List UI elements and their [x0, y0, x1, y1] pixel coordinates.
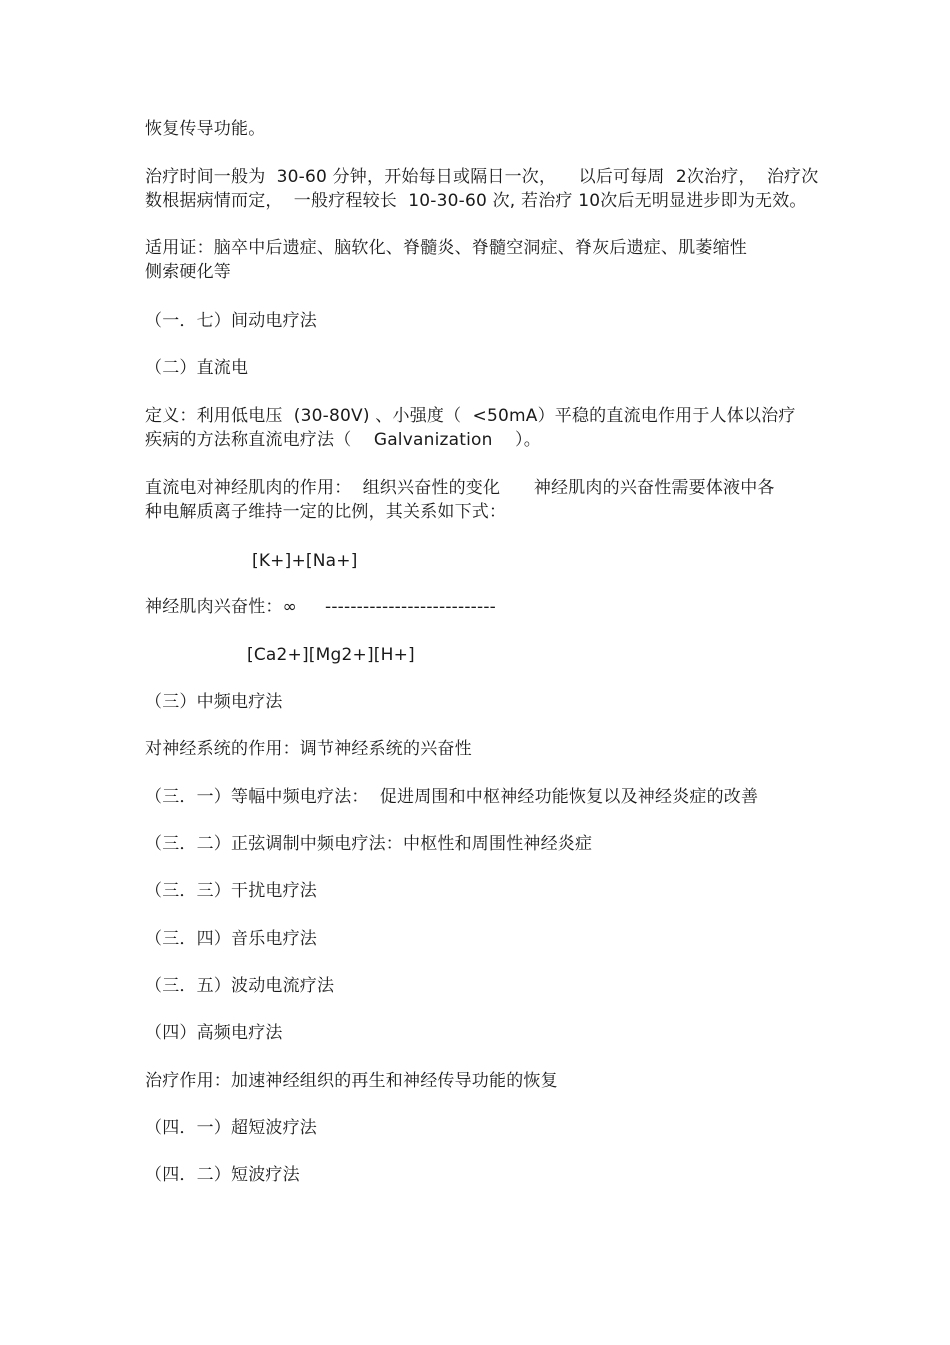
paragraph-line: 疾病的方法称直流电疗法（ Galvanization ）。	[145, 430, 541, 450]
section-heading: （四．一）超短波疗法	[145, 1118, 317, 1138]
formula-line: 神经肌肉兴奋性：∞ ---------------------------	[145, 597, 497, 617]
section-heading: （四）高频电疗法	[145, 1023, 283, 1043]
section-heading: （四．二）短波疗法	[145, 1165, 300, 1185]
paragraph-line: 对神经系统的作用：调节神经系统的兴奋性	[145, 739, 472, 759]
paragraph-line: 侧索硬化等	[145, 262, 231, 282]
formula-denominator: [Ca2+][Mg2+][H+]	[247, 645, 415, 665]
paragraph-line: 适用证：脑卒中后遗症、脑软化、脊髓炎、脊髓空洞症、脊灰后遗症、肌萎缩性	[145, 238, 747, 258]
section-heading: （三．五）波动电流疗法	[145, 976, 335, 996]
paragraph-line: 恢复传导功能。	[145, 119, 266, 139]
section-heading: （二）直流电	[145, 358, 249, 378]
formula-numerator: [K+]+[Na+]	[252, 551, 358, 571]
paragraph-line: 种电解质离子维持一定的比例，其关系如下式：	[145, 502, 507, 522]
section-heading: （三．四）音乐电疗法	[145, 929, 317, 949]
paragraph-line: 定义：利用低电压 (30-80V) 、小强度（ <50mA）平稳的直流电作用于人体以治疗	[145, 406, 796, 426]
section-heading: （三．一）等幅中频电疗法： 促进周围和中枢神经功能恢复以及神经炎症的改善	[145, 787, 759, 807]
section-heading: （三）中频电疗法	[145, 692, 283, 712]
section-heading: （三．二）正弦调制中频电疗法：中枢性和周围性神经炎症	[145, 834, 593, 854]
paragraph-line: 数根据病情而定， 一般疗程较长 10-30-60 次, 若治疗 10次后无明显进步即为无效。	[145, 191, 807, 211]
paragraph-line: 治疗作用：加速神经组织的再生和神经传导功能的恢复	[145, 1071, 558, 1091]
paragraph-line: 直流电对神经肌肉的作用： 组织兴奋性的变化 神经肌肉的兴奋性需要体液中各	[145, 478, 775, 498]
section-heading: （一．七）间动电疗法	[145, 311, 317, 331]
section-heading: （三．三）干扰电疗法	[145, 881, 317, 901]
paragraph-line: 治疗时间一般为 30-60 分钟，开始每日或隔日一次， 以后可每周 2次治疗， 治疗次	[145, 167, 819, 187]
